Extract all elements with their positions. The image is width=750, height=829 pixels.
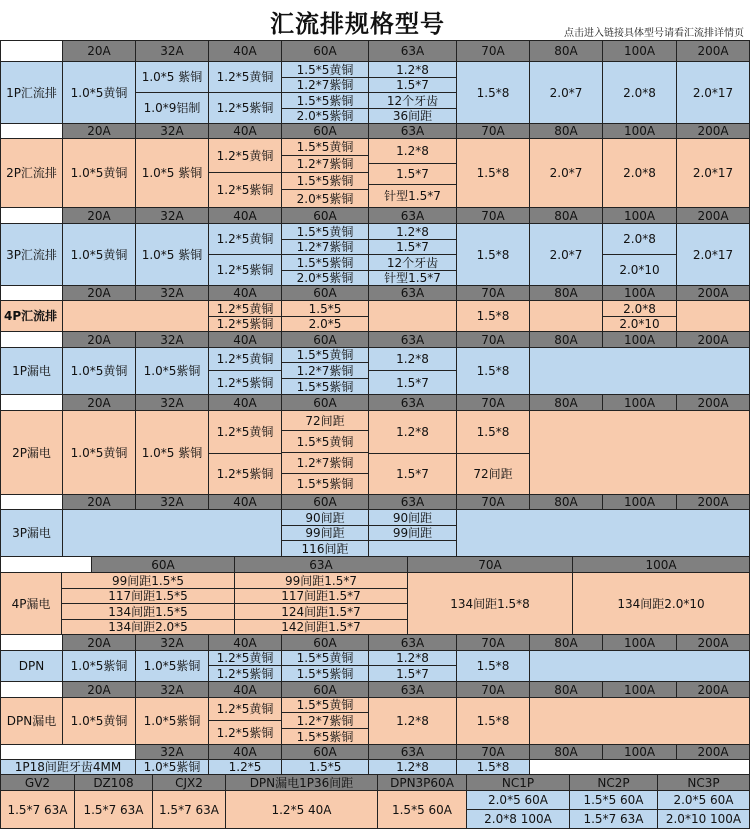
cell[interactable]: 116间距 [282,541,369,557]
col-header: 80A [530,395,603,411]
col-header: 200A [677,745,750,760]
cell[interactable]: 针型1.5*7 [369,185,457,208]
col-header: 200A [677,495,750,510]
col-header: 32A [136,682,209,698]
cell[interactable]: 1.2*8 [369,224,457,240]
cell[interactable]: 1.0*5紫铜 [136,348,209,395]
cell[interactable]: 1.5*8 [457,348,530,395]
cell[interactable]: 1.5*7 [369,454,457,495]
corner-cell [1,495,63,510]
col-header: 63A [369,41,457,62]
row-label: 1P18间距牙齿4MM [1,760,136,775]
cell[interactable]: 1.5*5紫铜 [282,379,369,395]
cell[interactable]: 1.2*5黄铜 [209,139,282,173]
cell[interactable]: 1.5*5 [282,760,369,775]
col-header: 70A [457,124,530,139]
cell[interactable]: 2.0*10 [603,255,677,286]
col-header: 70A [457,635,530,651]
cell[interactable]: 2.0*17 [677,224,750,286]
col-header: DZ108 [75,775,153,791]
cell[interactable]: 2.0*5紫铜 [282,190,369,208]
col-header: 60A [282,745,369,760]
col-header: 100A [603,124,677,139]
cell[interactable]: 90间距 [282,510,369,526]
col-header: 70A [457,41,530,62]
cell[interactable]: 1.5*8 [457,224,530,286]
col-header: 80A [530,635,603,651]
col-header: 40A [209,395,282,411]
col-header: 100A [603,495,677,510]
cell[interactable]: 1.5*5紫铜 [282,93,369,109]
cell[interactable]: 1.5*7 63A [1,791,75,829]
col-header: 100A [603,682,677,698]
cell[interactable]: 1.5*5紫铜 [282,173,369,190]
col-header: 60A [92,557,235,573]
col-header: GV2 [1,775,75,791]
cell[interactable]: 1.5*5黄铜 [282,431,369,453]
col-header: 63A [369,124,457,139]
col-header: 32A [136,41,209,62]
col-header: 63A [369,682,457,698]
cell[interactable]: 2.0*8 [603,301,677,317]
cell[interactable]: 99间距 [282,526,369,541]
row-label: 2P汇流排 [1,139,63,208]
cell[interactable]: 134间距2.0*10 [573,573,750,635]
col-header: 200A [677,395,750,411]
cell-empty [530,760,750,775]
col-header: 80A [530,41,603,62]
cell[interactable]: 99间距1.5*7 [235,573,408,589]
cell[interactable]: 1.5*8 [457,62,530,124]
cell[interactable]: 1.2*5紫铜 [209,93,282,124]
col-header: 60A [282,635,369,651]
col-header: 100A [603,41,677,62]
col-header: 70A [457,745,530,760]
page-title: 汇流排规格型号 [270,10,445,38]
col-header: 63A [369,495,457,510]
cell[interactable]: 1.5*5紫铜 [282,255,369,271]
cell[interactable]: 1.5*7 [369,240,457,255]
cell[interactable]: 2.0*7 [530,62,603,124]
cell[interactable]: 1.0*5黄铜 [63,698,136,745]
col-header: 200A [677,208,750,224]
cell[interactable]: 1.2*5紫铜 [209,721,282,745]
col-header: 32A [136,208,209,224]
cell[interactable]: 2.0*17 [677,139,750,208]
cell-empty [63,510,282,557]
cell[interactable]: 1.2*5黄铜 [209,411,282,454]
col-header: 40A [209,682,282,698]
row-label: 4P漏电 [1,573,62,635]
col-header: 20A [63,332,136,348]
cell[interactable]: 2.0*5紫铜 [282,271,369,286]
cell[interactable]: 90间距 [369,510,457,526]
cell[interactable]: 1.5*5黄铜 [282,698,369,713]
col-header: 100A [573,557,750,573]
col-header: 80A [530,332,603,348]
cell[interactable]: 1.2*5紫铜 [209,317,282,332]
cell[interactable]: 1.0*5 紫铜 [136,411,209,495]
cell[interactable]: 1.0*9铝制 [136,93,209,124]
cell[interactable]: 1.2*5紫铜 [209,173,282,208]
cell[interactable]: 1.2*8 [369,651,457,666]
col-header: 20A [63,635,136,651]
cell[interactable]: 36间距 [369,109,457,124]
col-header: 40A [209,41,282,62]
cell[interactable]: 1.2*7紫铜 [282,363,369,379]
col-header: 32A [136,286,209,301]
col-header: DPN漏电1P36间距 [226,775,378,791]
col-header: 200A [677,682,750,698]
cell-empty [530,411,750,495]
cell[interactable]: 1.5*5 [282,301,369,317]
cell[interactable]: 1.2*7紫铜 [282,713,369,729]
link-hint[interactable]: 点击进入链接具体型号请看汇流排详情页 [564,28,744,39]
col-header: 70A [457,332,530,348]
cell[interactable]: 117间距1.5*5 [62,589,235,604]
col-header: 40A [209,332,282,348]
corner-cell [1,286,63,301]
col-header: 60A [282,286,369,301]
col-header: 200A [677,332,750,348]
header [0,0,750,38]
cell[interactable]: 2.0*8 100A [467,810,570,829]
cell[interactable]: 134间距1.5*5 [62,604,235,620]
corner-cell [1,41,63,62]
col-header: 60A [282,495,369,510]
cell[interactable]: 1.5*8 [457,301,530,332]
cell[interactable]: 134间距1.5*8 [408,573,573,635]
cell[interactable]: 1.2*8 [369,62,457,78]
row-label: DPN漏电 [1,698,63,745]
cell-empty [369,301,457,332]
col-header: 63A [369,286,457,301]
col-header: 40A [209,635,282,651]
cell[interactable]: 1.2*7紫铜 [282,156,369,173]
corner-cell [1,635,63,651]
col-header: 32A [136,495,209,510]
cell[interactable]: 1.2*5紫铜 [209,454,282,495]
col-header: 60A [282,124,369,139]
cell[interactable]: 1.5*8 [457,411,530,454]
cell[interactable]: 1.2*5 40A [226,791,378,829]
cell[interactable]: 1.2*8 [369,698,457,745]
corner-cell [1,745,136,760]
col-header: 63A [369,208,457,224]
cell[interactable]: 1.2*8 [369,411,457,454]
col-header: 32A [136,745,209,760]
col-header: NC1P [467,775,570,791]
cell-empty [369,541,457,557]
cell-empty [63,301,209,332]
col-header: 20A [63,124,136,139]
col-header: 70A [457,495,530,510]
cell[interactable]: 1.0*5黄铜 [63,224,136,286]
row-label: 2P漏电 [1,411,63,495]
col-header: 20A [63,286,136,301]
cell[interactable]: 1.5*7 [369,666,457,682]
row-label: 4P汇流排 [1,301,63,332]
cell[interactable]: 1.5*8 [457,651,530,682]
cell[interactable]: 1.2*5 [209,760,282,775]
col-header: 70A [408,557,573,573]
cell[interactable]: 1.0*5黄铜 [63,348,136,395]
cell[interactable]: 12个牙齿 [369,93,457,109]
cell[interactable]: 1.2*5紫铜 [209,666,282,682]
cell[interactable]: 1.0*5紫铜 [63,651,136,682]
cell[interactable]: 2.0*8 [603,224,677,255]
row-label: 3P汇流排 [1,224,63,286]
cell[interactable]: 2.0*8 [603,62,677,124]
corner-cell [1,682,63,698]
corner-cell [1,208,63,224]
col-header: 20A [63,495,136,510]
col-header: 200A [677,635,750,651]
cell[interactable]: 1.5*7 [369,164,457,185]
cell[interactable]: 1.0*5 紫铜 [136,139,209,208]
col-header: 200A [677,41,750,62]
row-label: 1P汇流排 [1,62,63,124]
cell[interactable]: 99间距 [369,526,457,541]
cell[interactable]: 1.2*8 [369,139,457,164]
cell[interactable]: 1.5*5紫铜 [282,474,369,495]
cell[interactable]: 2.0*5 [282,317,369,332]
cell[interactable]: 1.5*5黄铜 [282,651,369,666]
cell[interactable]: 1.5*5黄铜 [282,139,369,156]
col-header: 60A [282,395,369,411]
col-header: 63A [369,395,457,411]
cell[interactable]: 99间距1.5*5 [62,573,235,589]
cell-empty [677,301,750,332]
cell[interactable]: 1.2*7紫铜 [282,240,369,255]
col-header: 32A [136,395,209,411]
cell: 1.0*5黄铜 [63,62,136,124]
col-header: 32A [136,124,209,139]
cell[interactable]: 72间距 [457,454,530,495]
cell[interactable]: 124间距1.5*7 [235,604,408,620]
cell[interactable]: 1.5*5黄铜 [282,224,369,240]
col-header: 80A [530,745,603,760]
cell-empty [530,698,750,745]
cell[interactable]: 1.0*5紫铜 [136,698,209,745]
col-header: 20A [63,395,136,411]
cell[interactable]: 1.2*5紫铜 [209,255,282,286]
col-header: 20A [63,208,136,224]
col-header: 100A [603,332,677,348]
cell[interactable]: 1.2*7紫铜 [282,453,369,474]
col-header: 63A [369,332,457,348]
cell[interactable]: 针型1.5*7 [369,271,457,286]
cell[interactable]: 142间距1.5*7 [235,620,408,635]
col-header: 100A [603,635,677,651]
cell[interactable]: 2.0*17 [677,62,750,124]
cell-empty [457,510,750,557]
cell[interactable]: 1.0*5紫铜 [136,651,209,682]
cell[interactable]: 72间距 [282,411,369,431]
cell[interactable]: 1.2*5黄铜 [209,651,282,666]
cell[interactable]: 1.0*5紫铜 [136,760,209,775]
col-header: NC2P [570,775,658,791]
cell[interactable]: 2.0*7 [530,139,603,208]
col-header: 100A [603,745,677,760]
cell-empty [530,348,750,395]
cell[interactable]: 1.5*7 [369,371,457,395]
col-header: DPN3P60A [378,775,467,791]
col-header: 70A [457,286,530,301]
col-header: 32A [136,635,209,651]
col-header: 70A [457,395,530,411]
col-header: 40A [209,124,282,139]
cell[interactable]: 1.0*5 紫铜 [136,224,209,286]
cell[interactable]: 1.2*5紫铜 [209,371,282,395]
cell[interactable]: 2.0*5紫铜 [282,109,369,124]
col-header: 70A [457,682,530,698]
corner-cell [1,124,63,139]
cell-empty [530,651,750,682]
cell[interactable]: 1.2*5黄铜 [209,224,282,255]
cell[interactable]: 2.0*10 [603,317,677,332]
corner-cell [1,395,63,411]
cell-empty [530,301,603,332]
col-header: 63A [235,557,408,573]
cell[interactable]: 1.2*5黄铜 [209,301,282,317]
col-header: 80A [530,208,603,224]
cell[interactable]: 1.0*5黄铜 [63,411,136,495]
col-header: 60A [282,682,369,698]
cell[interactable]: 1.5*7 63A [570,810,658,829]
col-header: 80A [530,495,603,510]
cell[interactable]: 1.5*5紫铜 [282,666,369,682]
col-header: 60A [282,332,369,348]
cell[interactable]: 117间距1.5*7 [235,589,408,604]
cell[interactable]: 1.0*5 紫铜 [136,62,209,93]
col-header: 70A [457,208,530,224]
col-header: 200A [677,286,750,301]
cell[interactable]: 2.0*7 [530,224,603,286]
cell[interactable]: 1.5*5黄铜 [282,348,369,363]
col-header: 100A [603,286,677,301]
col-header: 60A [282,41,369,62]
cell[interactable]: 1.5*5 60A [378,791,467,829]
cell[interactable]: 1.2*5黄铜 [209,62,282,93]
cell[interactable]: 1.2*8 [369,348,457,371]
cell[interactable]: 1.5*5 60A [570,791,658,810]
col-header: 80A [530,286,603,301]
cell[interactable]: 2.0*8 [603,139,677,208]
col-header: 40A [209,745,282,760]
cell[interactable]: 1.5*5紫铜 [282,729,369,745]
cell[interactable]: 1.5*7 63A [153,791,226,829]
cell[interactable]: 1.2*5黄铜 [209,348,282,371]
row-label: DPN [1,651,63,682]
cell[interactable]: 1.5*7 63A [75,791,153,829]
col-header: 40A [209,286,282,301]
col-header: 80A [530,682,603,698]
col-header: 63A [369,635,457,651]
col-header: 40A [209,495,282,510]
corner-cell [1,557,92,573]
cell[interactable]: 134间距2.0*5 [62,620,235,635]
cell[interactable]: 1.2*8 [369,760,457,775]
col-header: 60A [282,208,369,224]
col-header: 80A [530,124,603,139]
cell[interactable]: 12个牙齿 [369,255,457,271]
cell[interactable]: 1.5*8 [457,760,530,775]
row-label: 3P漏电 [1,510,63,557]
col-header: 63A [369,745,457,760]
col-header: 20A [63,41,136,62]
cell[interactable]: 1.5*7 [369,78,457,93]
cell[interactable]: 1.0*5黄铜 [63,139,136,208]
cell[interactable]: 1.5*5黄铜 [282,62,369,78]
col-header: 200A [677,124,750,139]
cell[interactable]: 1.5*8 [457,139,530,208]
cell[interactable]: 2.0*10 100A [658,810,750,829]
col-header: 100A [603,208,677,224]
cell[interactable]: 1.2*5黄铜 [209,698,282,721]
row-label: 1P漏电 [1,348,63,395]
cell[interactable]: 2.0*5 60A [467,791,570,810]
col-header: NC3P [658,775,750,791]
cell[interactable]: 1.5*8 [457,698,530,745]
col-header: 20A [63,682,136,698]
cell[interactable]: 1.2*7紫铜 [282,78,369,93]
col-header: 40A [209,208,282,224]
col-header: 100A [603,395,677,411]
corner-cell [1,332,63,348]
col-header: 32A [136,332,209,348]
cell[interactable]: 2.0*5 60A [658,791,750,810]
col-header: CJX2 [153,775,226,791]
